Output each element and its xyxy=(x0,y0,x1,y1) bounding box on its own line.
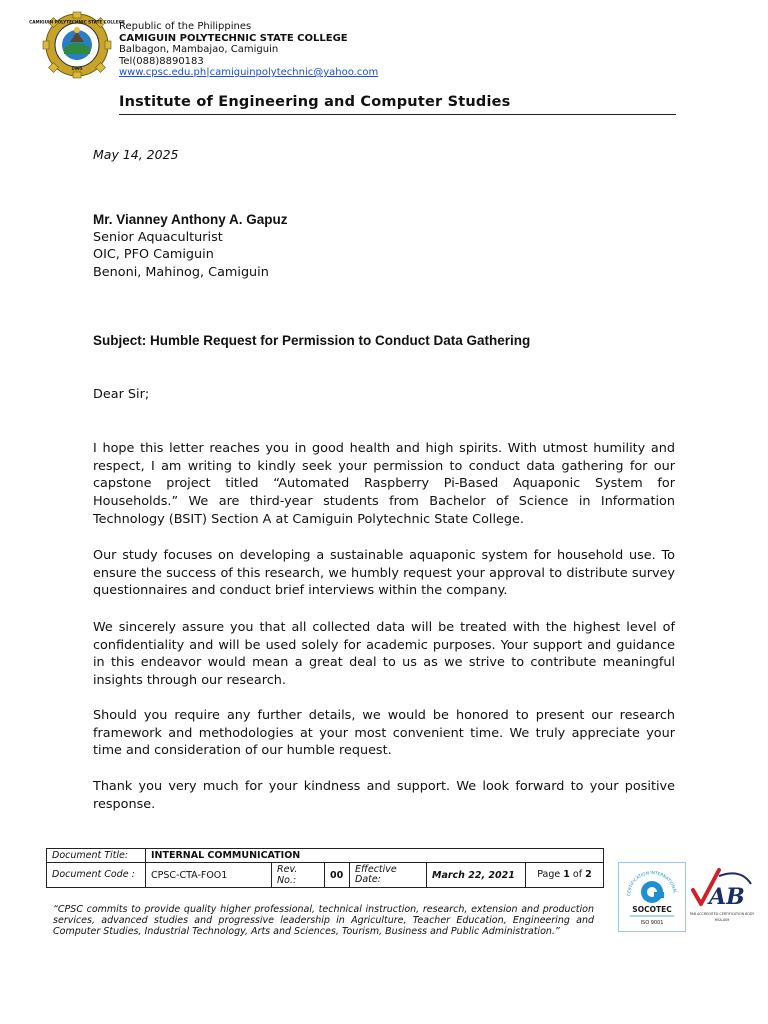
doc-code-value: CPSC-CTA-FOO1 xyxy=(146,863,272,888)
doc-code-label: Document Code : xyxy=(47,863,146,888)
page-prefix: Page xyxy=(537,869,564,880)
rev-value: 00 xyxy=(325,863,350,888)
mission-statement: “CPSC commits to provide quality higher professional, technical instruction, research, extension and production services, advanced studies and progressive leadership in Agriculture, Teacher Education, Engineering and Computer Studies, Industrial Technology, Arts and Sciences, Tourism, Business and Public Administration.” xyxy=(53,904,594,937)
body-paragraph-1: I hope this letter reaches you in good health and high spirits. With utmost humility and respect, I am writing to kindly seek your permission to conduct data gathering for our capstone project titled “Automated Raspberry Pi-Based Aquaponic System for Households.” We are third-year students from Bachelor of Science in Information Technology (BSIT) Section A at Camiguin Polytechnic State College. xyxy=(93,441,675,527)
recipient-block xyxy=(93,211,288,281)
seal-top-text: CAMIGUIN POLYTECHNIC STATE COLLEGE xyxy=(29,19,125,25)
recipient-name: Mr. Vianney Anthony A. Gapuz xyxy=(93,212,288,227)
recipient-address: Benoni, Mahinog, Camiguin xyxy=(93,264,269,280)
letterhead xyxy=(119,21,378,79)
college-website-link[interactable]: www.cpsc.edu.ph|camiguinpolytechnic@yahoo.com xyxy=(119,67,379,78)
table-row xyxy=(47,863,604,888)
rev-label: Rev. No.: xyxy=(272,863,325,888)
pab-accreditation-logo xyxy=(689,864,755,930)
iso-label: ISO 9001 xyxy=(640,920,664,926)
pab-code: MSA-009 xyxy=(714,918,730,922)
college-seal-logo xyxy=(29,12,125,78)
header-divider xyxy=(119,114,676,115)
body-paragraph-5: Thank you very much for your kindness and support. We look forward to your positive response. xyxy=(93,779,675,812)
page-indicator xyxy=(526,863,604,888)
college-telephone: Tel(088)8890183 xyxy=(119,55,204,67)
body-paragraph-3: We sincerely assure you that all collected data will be treated with the highest level of confidentiality and will be used solely for academic purposes. Your support and guidance in this endeavor would mean a great deal to us as we strive to contribute meaningful insights through our research. xyxy=(93,620,675,689)
doc-title-label: Document Title: xyxy=(47,849,146,863)
page-mid: of xyxy=(569,869,586,880)
body-paragraph-4: Should you require any further details, we would be honored to present our research framework and methodologies at your most convenient time. We truly appreciate your time and consideration of our humble request. xyxy=(93,708,675,759)
college-address: Balbagon, Mambajao, Camiguin xyxy=(119,44,279,55)
doc-title-value: INTERNAL COMMUNICATION xyxy=(146,849,604,863)
page-total: 2 xyxy=(585,869,592,880)
recipient-title: Senior Aquaculturist xyxy=(93,229,223,245)
seal-bottom-text: 1995 xyxy=(71,66,83,71)
socotec-iso-certification-logo xyxy=(618,862,686,932)
effective-date-value: March 22, 2021 xyxy=(427,863,526,888)
table-row xyxy=(47,849,604,863)
recipient-office: OIC, PFO Camiguin xyxy=(93,247,214,262)
ab-mark: AB xyxy=(709,884,745,910)
body-paragraph-2: Our study focuses on developing a sustainable aquaponic system for household use. To ensure the success of this research, we humbly request your approval to distribute survey questionnaires and conduct brief interviews within the company. xyxy=(93,548,675,599)
letter-date: May 14, 2025 xyxy=(93,147,179,162)
college-name: CAMIGUIN POLYTECHNIC STATE COLLEGE xyxy=(119,32,348,44)
letter-subject: Subject: Humble Request for Permission to Conduct Data Gathering xyxy=(93,333,531,348)
institute-title: Institute of Engineering and Computer Studies xyxy=(119,94,511,110)
page-current: 1 xyxy=(563,869,570,880)
socotec-brand: SOCOTEC xyxy=(632,905,672,914)
document-control-table xyxy=(46,848,604,888)
effective-date-label: Effective Date: xyxy=(350,863,427,888)
cert-arc-path-text: CERTIFICATION INTERNATIONAL xyxy=(625,869,678,897)
salutation: Dear Sir; xyxy=(93,387,150,402)
republic-line: Republic of the Philippines xyxy=(119,21,252,32)
pab-caption: PAB ACCREDITED CERTIFICATION BODY xyxy=(689,912,755,916)
